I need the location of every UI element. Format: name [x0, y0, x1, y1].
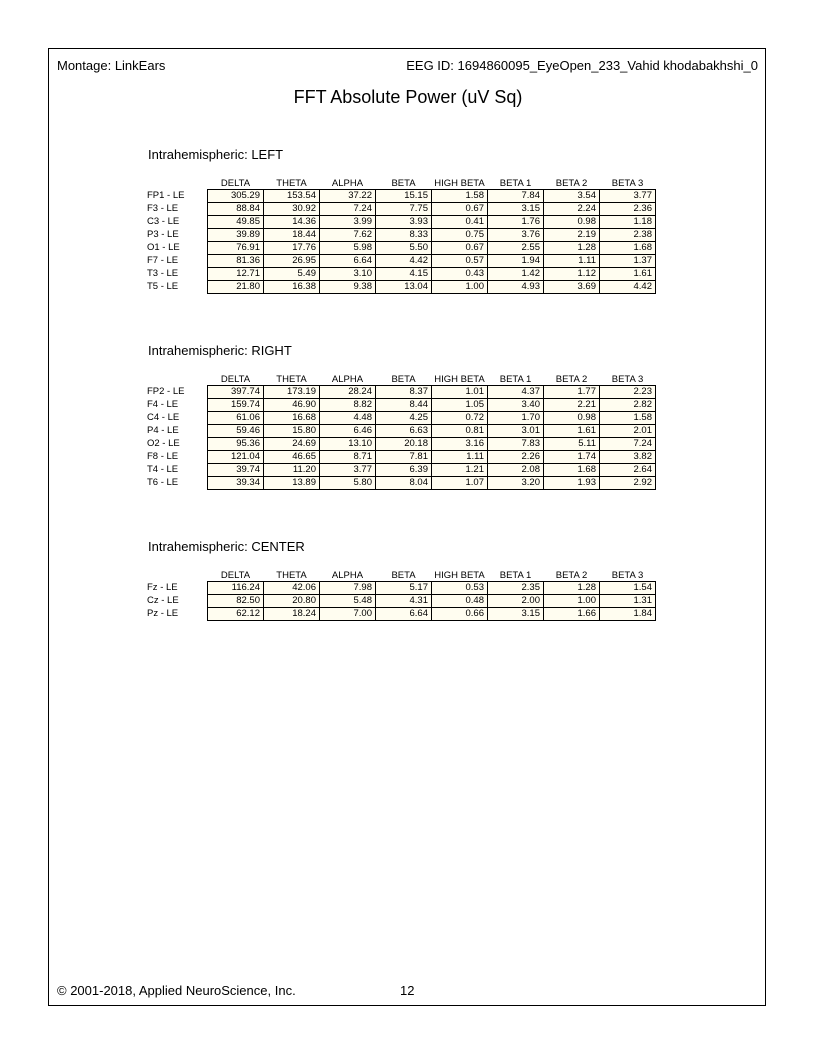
value-cell: 28.24 — [320, 386, 376, 399]
value-cell: 1.01 — [432, 386, 488, 399]
row-label: Fz - LE — [146, 582, 208, 595]
value-cell: 2.38 — [600, 229, 656, 242]
value-cell: 3.15 — [488, 608, 544, 621]
value-cell: 3.10 — [320, 268, 376, 281]
section-label: Intrahemispheric: LEFT — [148, 147, 284, 162]
value-cell: 18.24 — [264, 608, 320, 621]
value-cell: 2.55 — [488, 242, 544, 255]
value-cell: 0.66 — [432, 608, 488, 621]
value-cell: 2.35 — [488, 582, 544, 595]
table-row — [146, 386, 656, 399]
table-row — [146, 464, 656, 477]
value-cell: 1.28 — [544, 582, 600, 595]
value-cell: 8.33 — [376, 229, 432, 242]
value-cell: 39.89 — [208, 229, 264, 242]
page-number: 12 — [400, 983, 415, 998]
value-cell: 1.66 — [544, 608, 600, 621]
value-cell: 6.64 — [376, 608, 432, 621]
table-row — [146, 477, 656, 490]
column-header: BETA — [391, 374, 416, 385]
column-header: BETA 3 — [611, 570, 644, 581]
value-cell: 4.93 — [488, 281, 544, 294]
row-label: O1 - LE — [146, 242, 208, 255]
row-label: T5 - LE — [146, 281, 208, 294]
value-cell: 7.00 — [320, 608, 376, 621]
value-cell: 3.69 — [544, 281, 600, 294]
value-cell: 0.67 — [432, 242, 488, 255]
value-cell: 1.42 — [488, 268, 544, 281]
table-row — [146, 608, 656, 621]
row-label: O2 - LE — [146, 438, 208, 451]
column-header: THETA — [276, 374, 307, 385]
value-cell: 15.15 — [376, 190, 432, 203]
value-cell: 1.74 — [544, 451, 600, 464]
column-header: THETA — [276, 570, 307, 581]
value-cell: 0.75 — [432, 229, 488, 242]
value-cell: 153.54 — [264, 190, 320, 203]
value-cell: 3.01 — [488, 425, 544, 438]
value-cell: 0.48 — [432, 595, 488, 608]
value-cell: 49.85 — [208, 216, 264, 229]
value-cell: 39.74 — [208, 464, 264, 477]
page-title: FFT Absolute Power (uV Sq) — [293, 87, 523, 107]
row-label: P3 - LE — [146, 229, 208, 242]
value-cell: 159.74 — [208, 399, 264, 412]
table-row — [146, 281, 656, 294]
value-cell: 0.72 — [432, 412, 488, 425]
column-header: BETA 1 — [499, 178, 532, 189]
column-header: BETA 3 — [611, 374, 644, 385]
value-cell: 39.34 — [208, 477, 264, 490]
value-cell: 21.80 — [208, 281, 264, 294]
column-header: BETA 2 — [555, 374, 588, 385]
value-cell: 7.75 — [376, 203, 432, 216]
column-header: THETA — [276, 178, 307, 189]
value-cell: 116.24 — [208, 582, 264, 595]
value-cell: 1.93 — [544, 477, 600, 490]
value-cell: 3.76 — [488, 229, 544, 242]
value-cell: 4.37 — [488, 386, 544, 399]
header-row — [146, 570, 656, 582]
value-cell: 397.74 — [208, 386, 264, 399]
value-cell: 8.37 — [376, 386, 432, 399]
value-cell: 2.00 — [488, 595, 544, 608]
value-cell: 2.64 — [600, 464, 656, 477]
value-cell: 3.82 — [600, 451, 656, 464]
value-cell: 18.44 — [264, 229, 320, 242]
column-header: ALPHA — [331, 570, 364, 581]
section-label: Intrahemispheric: RIGHT — [148, 343, 292, 358]
value-cell: 3.20 — [488, 477, 544, 490]
value-cell: 5.17 — [376, 582, 432, 595]
value-cell: 1.70 — [488, 412, 544, 425]
table-row — [146, 229, 656, 242]
value-cell: 12.71 — [208, 268, 264, 281]
value-cell: 121.04 — [208, 451, 264, 464]
value-cell: 7.98 — [320, 582, 376, 595]
value-cell: 30.92 — [264, 203, 320, 216]
value-cell: 4.42 — [376, 255, 432, 268]
column-header: HIGH BETA — [434, 374, 485, 385]
value-cell: 1.54 — [600, 582, 656, 595]
column-header: BETA 1 — [499, 374, 532, 385]
value-cell: 4.25 — [376, 412, 432, 425]
row-label: FP1 - LE — [146, 190, 208, 203]
row-label: F7 - LE — [146, 255, 208, 268]
value-cell: 3.54 — [544, 190, 600, 203]
value-cell: 15.80 — [264, 425, 320, 438]
value-cell: 42.06 — [264, 582, 320, 595]
value-cell: 62.12 — [208, 608, 264, 621]
table-row — [146, 268, 656, 281]
value-cell: 2.82 — [600, 399, 656, 412]
value-cell: 2.92 — [600, 477, 656, 490]
value-cell: 6.63 — [376, 425, 432, 438]
value-cell: 1.68 — [544, 464, 600, 477]
table-row — [146, 412, 656, 425]
value-cell: 1.00 — [432, 281, 488, 294]
column-header: DELTA — [220, 178, 251, 189]
column-header: ALPHA — [331, 178, 364, 189]
value-cell: 1.00 — [544, 595, 600, 608]
value-cell: 1.68 — [600, 242, 656, 255]
row-label: T3 - LE — [146, 268, 208, 281]
value-cell: 1.12 — [544, 268, 600, 281]
value-cell: 1.58 — [600, 412, 656, 425]
footer-copyright: © 2001-2018, Applied NeuroScience, Inc. — [57, 983, 296, 998]
corner-cell — [146, 374, 208, 386]
column-header: BETA — [391, 570, 416, 581]
value-cell: 2.23 — [600, 386, 656, 399]
value-cell: 0.53 — [432, 582, 488, 595]
value-cell: 5.11 — [544, 438, 600, 451]
table-row — [146, 216, 656, 229]
column-header: ALPHA — [331, 374, 364, 385]
value-cell: 1.76 — [488, 216, 544, 229]
value-cell: 4.42 — [600, 281, 656, 294]
value-cell: 3.77 — [600, 190, 656, 203]
value-cell: 2.08 — [488, 464, 544, 477]
table-row — [146, 399, 656, 412]
eeg-id-label: EEG ID: 1694860095_EyeOpen_233_Vahid khodabakhshi_0 — [406, 58, 758, 73]
value-cell: 1.58 — [432, 190, 488, 203]
corner-cell — [146, 570, 208, 582]
value-cell: 37.22 — [320, 190, 376, 203]
value-cell: 9.38 — [320, 281, 376, 294]
table-row — [146, 595, 656, 608]
table-row — [146, 582, 656, 595]
value-cell: 1.84 — [600, 608, 656, 621]
value-cell: 0.81 — [432, 425, 488, 438]
row-label: T4 - LE — [146, 464, 208, 477]
power-table — [146, 570, 656, 621]
value-cell: 173.19 — [264, 386, 320, 399]
value-cell: 16.38 — [264, 281, 320, 294]
value-cell: 8.04 — [376, 477, 432, 490]
row-label: FP2 - LE — [146, 386, 208, 399]
column-header: BETA 3 — [611, 178, 644, 189]
value-cell: 3.93 — [376, 216, 432, 229]
value-cell: 16.68 — [264, 412, 320, 425]
value-cell: 82.50 — [208, 595, 264, 608]
value-cell: 5.50 — [376, 242, 432, 255]
value-cell: 2.26 — [488, 451, 544, 464]
value-cell: 6.39 — [376, 464, 432, 477]
column-header: HIGH BETA — [434, 178, 485, 189]
value-cell: 305.29 — [208, 190, 264, 203]
value-cell: 1.37 — [600, 255, 656, 268]
value-cell: 5.48 — [320, 595, 376, 608]
value-cell: 1.07 — [432, 477, 488, 490]
row-label: Cz - LE — [146, 595, 208, 608]
value-cell: 7.83 — [488, 438, 544, 451]
value-cell: 0.43 — [432, 268, 488, 281]
column-header: BETA 2 — [555, 570, 588, 581]
value-cell: 8.82 — [320, 399, 376, 412]
value-cell: 24.69 — [264, 438, 320, 451]
value-cell: 20.18 — [376, 438, 432, 451]
value-cell: 26.95 — [264, 255, 320, 268]
value-cell: 46.90 — [264, 399, 320, 412]
value-cell: 5.98 — [320, 242, 376, 255]
row-label: F4 - LE — [146, 399, 208, 412]
value-cell: 1.11 — [544, 255, 600, 268]
row-label: C4 - LE — [146, 412, 208, 425]
table-row — [146, 242, 656, 255]
value-cell: 8.71 — [320, 451, 376, 464]
header-row — [146, 374, 656, 386]
table-row — [146, 203, 656, 216]
column-header: DELTA — [220, 570, 251, 581]
value-cell: 81.36 — [208, 255, 264, 268]
value-cell: 3.40 — [488, 399, 544, 412]
value-cell: 7.24 — [320, 203, 376, 216]
value-cell: 7.81 — [376, 451, 432, 464]
value-cell: 8.44 — [376, 399, 432, 412]
value-cell: 1.28 — [544, 242, 600, 255]
value-cell: 11.20 — [264, 464, 320, 477]
value-cell: 46.65 — [264, 451, 320, 464]
value-cell: 61.06 — [208, 412, 264, 425]
value-cell: 3.16 — [432, 438, 488, 451]
value-cell: 88.84 — [208, 203, 264, 216]
row-label: P4 - LE — [146, 425, 208, 438]
value-cell: 7.62 — [320, 229, 376, 242]
value-cell: 2.21 — [544, 399, 600, 412]
value-cell: 7.84 — [488, 190, 544, 203]
value-cell: 59.46 — [208, 425, 264, 438]
row-label: F8 - LE — [146, 451, 208, 464]
value-cell: 3.77 — [320, 464, 376, 477]
value-cell: 1.77 — [544, 386, 600, 399]
value-cell: 1.21 — [432, 464, 488, 477]
value-cell: 0.98 — [544, 412, 600, 425]
value-cell: 13.10 — [320, 438, 376, 451]
value-cell: 4.48 — [320, 412, 376, 425]
column-header: BETA 1 — [499, 570, 532, 581]
value-cell: 13.89 — [264, 477, 320, 490]
table-row — [146, 438, 656, 451]
value-cell: 1.18 — [600, 216, 656, 229]
value-cell: 3.15 — [488, 203, 544, 216]
column-header: BETA — [391, 178, 416, 189]
table-row — [146, 190, 656, 203]
power-table — [146, 178, 656, 294]
table-row — [146, 425, 656, 438]
column-header: HIGH BETA — [434, 570, 485, 581]
row-label: T6 - LE — [146, 477, 208, 490]
value-cell: 0.57 — [432, 255, 488, 268]
value-cell: 1.11 — [432, 451, 488, 464]
table-row — [146, 255, 656, 268]
value-cell: 1.05 — [432, 399, 488, 412]
value-cell: 6.64 — [320, 255, 376, 268]
value-cell: 2.36 — [600, 203, 656, 216]
value-cell: 2.24 — [544, 203, 600, 216]
row-label: F3 - LE — [146, 203, 208, 216]
value-cell: 20.80 — [264, 595, 320, 608]
value-cell: 1.94 — [488, 255, 544, 268]
value-cell: 2.19 — [544, 229, 600, 242]
table-row — [146, 451, 656, 464]
power-table — [146, 374, 656, 490]
value-cell: 0.98 — [544, 216, 600, 229]
section-label: Intrahemispheric: CENTER — [148, 539, 305, 554]
row-label: C3 - LE — [146, 216, 208, 229]
corner-cell — [146, 178, 208, 190]
value-cell: 17.76 — [264, 242, 320, 255]
value-cell: 14.36 — [264, 216, 320, 229]
header-row — [146, 178, 656, 190]
value-cell: 0.41 — [432, 216, 488, 229]
value-cell: 4.31 — [376, 595, 432, 608]
value-cell: 5.80 — [320, 477, 376, 490]
value-cell: 4.15 — [376, 268, 432, 281]
value-cell: 76.91 — [208, 242, 264, 255]
value-cell: 0.67 — [432, 203, 488, 216]
value-cell: 1.31 — [600, 595, 656, 608]
row-label: Pz - LE — [146, 608, 208, 621]
montage-label: Montage: LinkEars — [57, 58, 166, 73]
value-cell: 6.46 — [320, 425, 376, 438]
column-header: DELTA — [220, 374, 251, 385]
value-cell: 2.01 — [600, 425, 656, 438]
value-cell: 7.24 — [600, 438, 656, 451]
value-cell: 13.04 — [376, 281, 432, 294]
value-cell: 5.49 — [264, 268, 320, 281]
column-header: BETA 2 — [555, 178, 588, 189]
value-cell: 1.61 — [544, 425, 600, 438]
value-cell: 1.61 — [600, 268, 656, 281]
value-cell: 3.99 — [320, 216, 376, 229]
value-cell: 95.36 — [208, 438, 264, 451]
